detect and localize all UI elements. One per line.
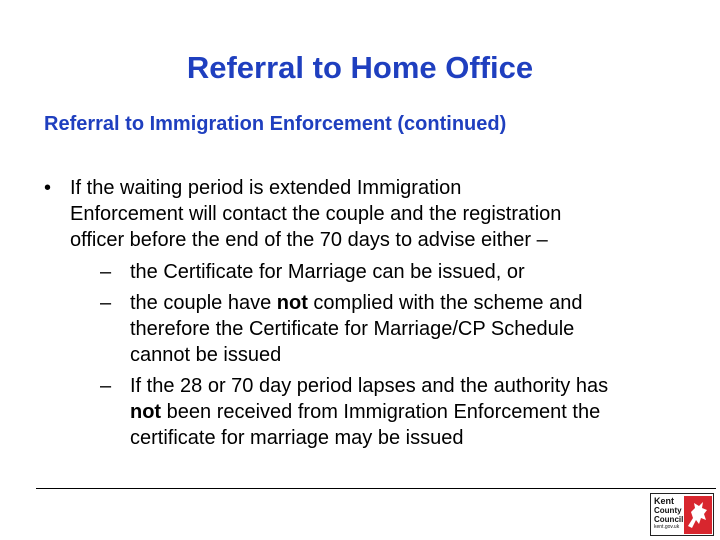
sub-bullet-dash-2: – xyxy=(100,292,112,314)
sub-bullet-3-text-post: been received from Immigration Enforcement the xyxy=(161,401,601,423)
bullet-line-3: officer before the end of the 70 days to advise either – xyxy=(70,229,548,251)
slide-title: Referral to Home Office xyxy=(186,50,534,85)
sub-bullet-dash-3: – xyxy=(100,375,112,397)
logo-line-council: Council xyxy=(654,515,684,524)
sub-bullet-3-line-3: certificate for marriage may be issued xyxy=(130,427,464,449)
sub-bullet-2-line-2: therefore the Certificate for Marriage/CP Schedule xyxy=(130,318,575,340)
sub-bullet-2-emphasis: not xyxy=(276,292,308,314)
slide-subtitle: Referral to Immigration Enforcement (continued) xyxy=(44,113,507,135)
sub-bullet-dash-1: – xyxy=(100,261,112,283)
logo-line-county: County xyxy=(654,506,682,515)
sub-bullet-2-line-3: cannot be issued xyxy=(130,344,282,366)
bullet-line-1: If the waiting period is extended Immigration xyxy=(70,177,462,199)
bullet-line-2: Enforcement will contact the couple and the registration xyxy=(70,203,562,225)
sub-bullet-2-text-pre: the couple have xyxy=(130,292,277,314)
bullet-marker: • xyxy=(44,177,52,199)
sub-bullet-3-line-2 xyxy=(130,399,600,425)
footer-divider xyxy=(36,488,716,489)
logo-line-kent: Kent xyxy=(654,496,674,506)
sub-bullet-2-line-1 xyxy=(130,290,582,316)
sub-bullet-3-line-1: If the 28 or 70 day period lapses and the authority has xyxy=(130,375,609,397)
logo-line-url: kent.gov.uk xyxy=(654,524,680,530)
kent-county-council-logo xyxy=(650,493,714,536)
sub-bullet-1: the Certificate for Marriage can be issued, or xyxy=(130,261,525,283)
white-horse-emblem-icon xyxy=(684,496,712,534)
sub-bullet-2-text-post: complied with the scheme and xyxy=(307,292,583,314)
sub-bullet-3-emphasis: not xyxy=(130,401,162,423)
logo-wordmark xyxy=(654,496,684,530)
